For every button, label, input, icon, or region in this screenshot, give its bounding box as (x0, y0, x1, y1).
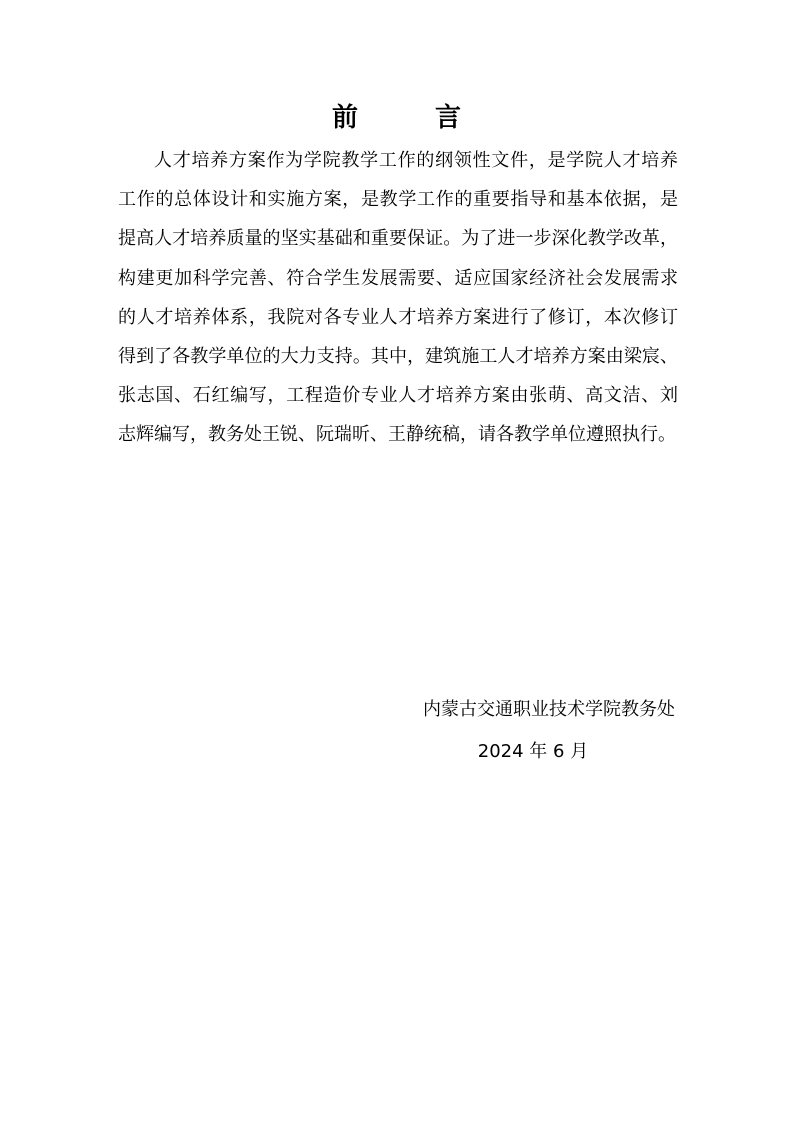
signature-organization: 内蒙古交通职业技术学院教务处 (423, 699, 675, 720)
paragraph-line: 人才培养方案作为学院教学工作的纲领性文件，是学院人才培养 (154, 150, 678, 171)
paragraph-line: 志辉编写，教务处王锐、阮瑞昕、王静统稿，请各教学单位遵照执行。 (118, 424, 676, 446)
paragraph-line: 工作的总体设计和实施方案，是教学工作的重要指导和基本依据，是 (118, 189, 678, 211)
paragraph-line: 提高人才培养质量的坚实基础和重要保证。为了进一步深化教学改革， (118, 228, 678, 250)
paragraph-line: 的人才培养体系，我院对各专业人才培养方案进行了修订，本次修订 (118, 306, 678, 328)
paragraph-line: 张志国、石红编写，工程造价专业人才培养方案由张萌、高文洁、刘 (118, 385, 678, 407)
signature-date: 2024 年 6 月 (477, 741, 589, 762)
paragraph-line: 构建更加科学完善、符合学生发展需要、适应国家经济社会发展需求 (118, 267, 678, 289)
paragraph-line: 得到了各教学单位的大力支持。其中，建筑施工人才培养方案由梁宸、 (118, 346, 678, 368)
preface-paragraph (118, 141, 678, 455)
page-title: 前 言 (331, 103, 496, 133)
